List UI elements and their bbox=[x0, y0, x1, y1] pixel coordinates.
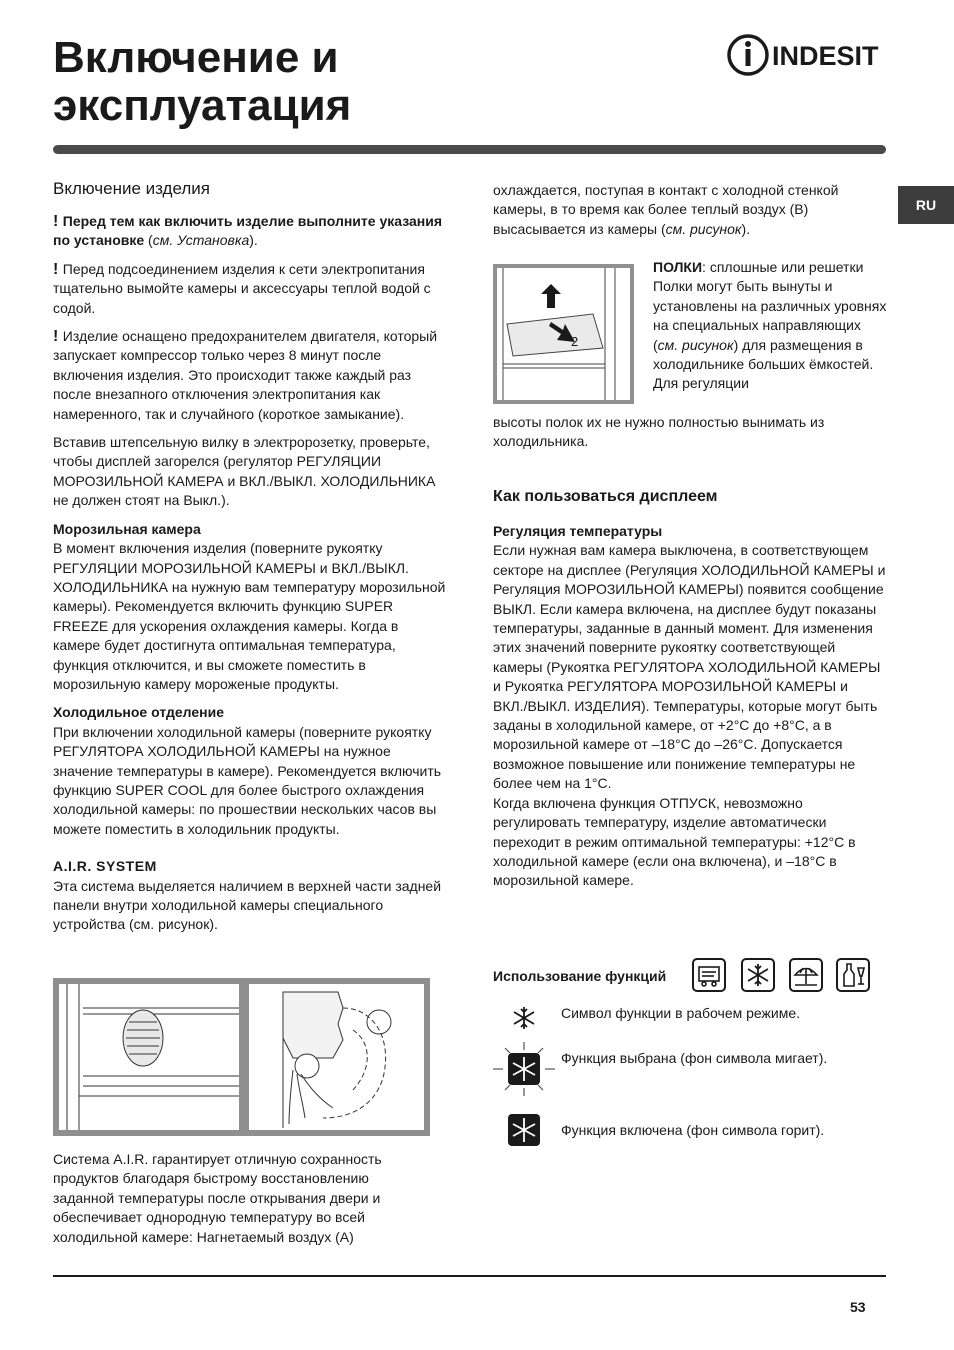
header-divider bbox=[53, 145, 886, 154]
super-cool-icon bbox=[692, 958, 726, 992]
air-block bbox=[53, 857, 448, 935]
air-cont-end: ). bbox=[741, 220, 751, 237]
legend-text-1: Символ функции в рабочем режиме. bbox=[561, 1005, 801, 1021]
page-number: 53 bbox=[850, 1299, 866, 1315]
section-title-startup: Включение изделия bbox=[53, 179, 210, 198]
title-line-1: Включение и bbox=[53, 33, 339, 82]
shelves-label: ПОЛКИ bbox=[653, 259, 703, 275]
air-title: A.I.R. SYSTEM bbox=[53, 858, 157, 875]
page-title bbox=[53, 34, 351, 130]
legend-text-3: Функция включена (фон символа горит). bbox=[561, 1122, 825, 1138]
brand-wordmark: INDESIT bbox=[772, 41, 879, 71]
freezer-block bbox=[53, 520, 448, 695]
snowflake-on-icon bbox=[508, 1114, 540, 1146]
snowflake-blinking-icon bbox=[493, 1042, 555, 1096]
super-freeze-icon bbox=[741, 958, 775, 992]
shelves-text bbox=[653, 258, 888, 394]
temp-block bbox=[493, 522, 886, 794]
fridge-block bbox=[53, 703, 448, 839]
bottle-chill-icon bbox=[836, 958, 870, 992]
shelf-fig-label-2: 2 bbox=[571, 334, 579, 349]
holiday-text: Когда включена функция ОТПУСК, невозможно регулировать температуру, изделие автоматически переходит в режим оптимальной температуры: +12°C в холодильной камере (если она включена), и –18°C в морозильной камере. bbox=[493, 794, 856, 889]
warning-1: ! Перед тем как включить изделие выполните указания по установке (см. Установка). bbox=[53, 213, 442, 249]
shelves-text-1: : сплошные или решетки Полки могут быть вынуты и установлены на различных уровнях на специальных направляющих ( bbox=[653, 259, 887, 353]
air-continuation bbox=[493, 181, 886, 239]
temp-text: Если нужная вам камера выключена, в соответствующем секторе на дисплее (Регуляция ХОЛОДИЛЬНОЙ КАМЕРЫ и Регуляция МОРОЗИЛЬНОЙ КАМЕРЫ) появится сообщение ВЫКЛ. Если камера включена, на дисплее будут показаны температуры, заданные в данный момент. Для изменения этих значений поверните рукоятку соответствующей камеры (Рукоятка РЕГУЛЯТОРА ХОЛОДИЛЬНОЙ КАМЕРЫ и Рукоятка РЕГУЛЯТОРА МОРОЗИЛЬНОЙ КАМЕРЫ и ВКЛ./ВЫКЛ. ИЗДЕЛИЯ). Температуры, которые могут быть заданы в холодильной камере, от +2°C до +8°C, а в морозильной камере от –18°C до –26°C. Допускается возможное повышение или понижение температуры не более чем на 1°C. bbox=[493, 542, 886, 792]
warning-1-bold: Перед тем как включить изделие выполните указания по установке bbox=[53, 213, 442, 249]
shelf-drawing bbox=[493, 264, 634, 404]
display-title: Как пользоваться дисплеем bbox=[493, 488, 718, 505]
warning-3 bbox=[53, 327, 448, 424]
language-tab: RU bbox=[898, 186, 954, 224]
freezer-title: Морозильная камера bbox=[53, 520, 201, 537]
warning-2 bbox=[53, 260, 448, 318]
air-caption: Система A.I.R. гарантирует отличную сохранность продуктов благодаря быстрому восстановлению заданной температуры после открывания двери и обеспечивает однородную температуру во всей холодильной камере: Нагнетаемый воздух (A) bbox=[53, 1151, 382, 1245]
freezer-text: В момент включения изделия (поверните рукоятку РЕГУЛЯЦИИ МОРОЗИЛЬНОЙ КАМЕРЫ и ВКЛ./ВЫКЛ. ХОЛОДИЛЬНИКА на нужную вам температуру морозильной камеры). Рекомендуется включить функцию SUPER FREEZE для ускорения охлаждения камеры. Когда в камере будет достигнута оптимальная температура, функция отключится, и вы сможете поместить в морозильную камеру мороженые продукты. bbox=[53, 540, 446, 692]
air-cont-text: охлаждается, поступая в контакт с холодной стенкой камеры, в то время как более теплый воздух (B) высасывается из камеры ( bbox=[493, 182, 839, 237]
para-plug: Вставив штепсельную вилку в электророзетку, проверьте, чтобы дисплей загорелся (регулятор РЕГУЛЯЦИИ МОРОЗИЛЬНОЙ КАМЕРА и ВКЛ./ВЫКЛ. ХОЛОДИЛЬНИКА не должен стоят на Выкл.). bbox=[53, 434, 436, 509]
right-column-display bbox=[493, 486, 886, 900]
air-system-drawing bbox=[53, 978, 430, 1136]
snowflake-icon bbox=[511, 1005, 537, 1031]
holiday-umbrella-icon bbox=[789, 958, 823, 992]
warning-mark-icon: ! bbox=[53, 213, 63, 230]
right-column-top bbox=[493, 181, 886, 248]
warning-mark-icon: ! bbox=[53, 260, 63, 278]
shelf-figure bbox=[493, 264, 634, 404]
shelves-ref: см. рисунок bbox=[657, 336, 734, 353]
shelf-fig-label-1: 1 bbox=[548, 285, 556, 300]
air-cont-ref: см. рисунок bbox=[665, 220, 742, 237]
fridge-title: Холодильное отделение bbox=[53, 704, 225, 721]
temp-title: Регуляция температуры bbox=[493, 523, 663, 539]
fridge-text: При включении холодильной камеры (поверните рукоятку РЕГУЛЯТОРА ХОЛОДИЛЬНОЙ КАМЕРЫ на нужное значение температуры в камере). Рекомендуется включить функцию SUPER COOL для более быстрого охлаждения холодильной камеры: по прошествии нескольких часов вы можете поместить в холодильник продукты. bbox=[53, 723, 442, 837]
warning-mark-icon: ! bbox=[53, 328, 63, 346]
warning-3-text: Изделие оснащено предохранителем двигателя, который запускает компрессор только через 8 минут после включения изделия. Это происходит также каждый раз после внезапного отключения электропитания как намеренного, так и случайного (короткое замыкание). bbox=[53, 328, 438, 422]
functions-title: Использование функций bbox=[493, 968, 667, 984]
left-column bbox=[53, 178, 448, 944]
title-line-2: эксплуатация bbox=[53, 81, 352, 130]
shelves-text-rest: высоты полок их не нужно полностью вынимать из холодильника. bbox=[493, 414, 825, 450]
footer-divider bbox=[53, 1275, 886, 1277]
air-text: Эта система выделяется наличием в верхней части задней панели внутри холодильной камеры специального устройства (см. рисунок). bbox=[53, 877, 442, 933]
warning-2-text: Перед подсоединением изделия к сети электропитания тщательно вымойте камеры и аксессуары теплой водой с содой. bbox=[53, 260, 431, 316]
air-system-figure bbox=[53, 978, 430, 1136]
indesit-logo bbox=[726, 32, 886, 78]
warning-1-ref: см. Установка bbox=[152, 232, 250, 249]
legend-text-2: Функция выбрана (фон символа мигает). bbox=[561, 1050, 828, 1066]
shelves-text-2: ) для размещения в холодильнике больших ёмкостей. Для регуляции bbox=[653, 336, 874, 392]
